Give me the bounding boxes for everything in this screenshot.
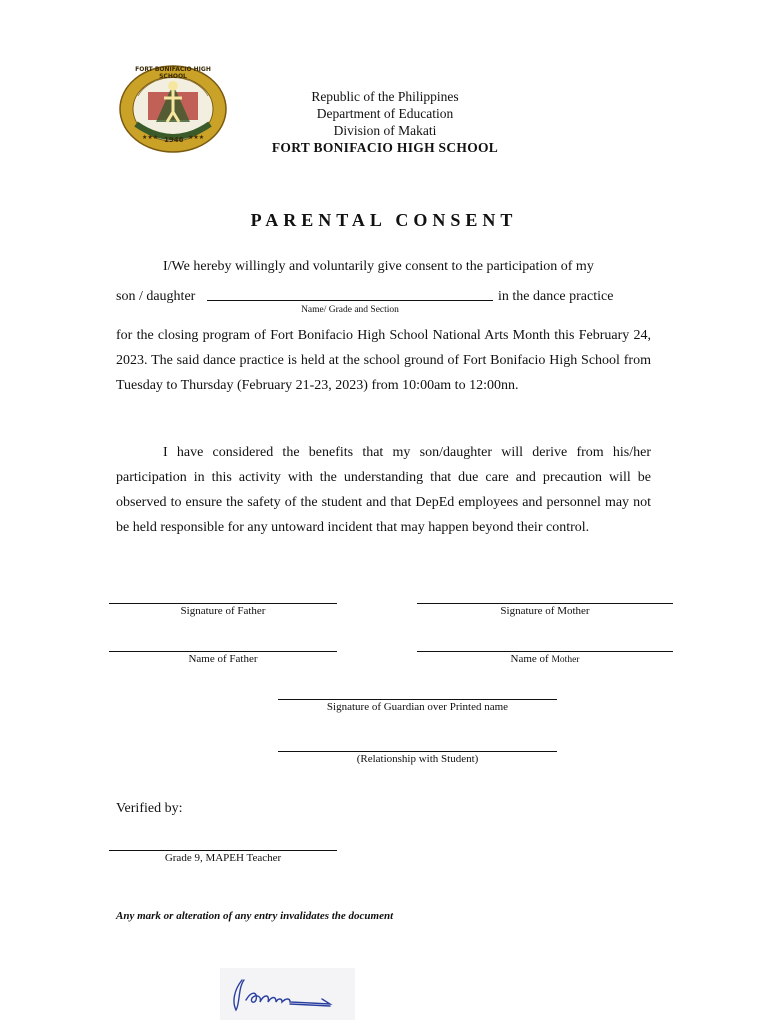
seal-ring-text: FORT BONIFACIO HIGH SCHOOL bbox=[135, 66, 211, 80]
mother-signature-line[interactable] bbox=[417, 603, 673, 604]
teacher-signature-line[interactable] bbox=[109, 850, 337, 851]
handwritten-signature bbox=[220, 968, 355, 1020]
para2-body bbox=[116, 440, 651, 540]
verified-by-label: Verified by: bbox=[116, 801, 183, 816]
para2-text: I have considered the benefits that my son/daughter will derive from his/her participation in this activity with the understanding that due care and precaution will be observed to ensure the safety of the student and that DepEd employees and personnel may not be held responsible for any untoward incident that may happen beyond their control. bbox=[116, 445, 651, 535]
relationship-line[interactable] bbox=[278, 751, 557, 752]
father-name-caption: Name of Father bbox=[188, 653, 258, 665]
teacher-caption: Grade 9, MAPEH Teacher bbox=[164, 852, 282, 864]
header-department: Department of Education bbox=[316, 106, 454, 121]
student-name-field[interactable] bbox=[207, 300, 493, 301]
father-signature-caption: Signature of Father bbox=[180, 605, 266, 617]
son-daughter-label: son / daughter bbox=[116, 289, 196, 304]
son-daughter-suffix: in the dance practice bbox=[498, 289, 614, 304]
father-signature-line[interactable] bbox=[109, 603, 337, 604]
seal-stars-right: ★★★ bbox=[188, 135, 205, 141]
relationship-caption: (Relationship with Student) bbox=[356, 753, 479, 765]
guardian-signature-line[interactable] bbox=[278, 699, 557, 700]
mother-signature-caption: Signature of Mother bbox=[500, 605, 590, 617]
guardian-signature-caption: Signature of Guardian over Printed name bbox=[326, 701, 509, 713]
mother-name-suffix: Mother bbox=[551, 655, 580, 665]
father-name-line[interactable] bbox=[109, 651, 337, 652]
school-seal-logo bbox=[118, 64, 228, 154]
mother-name-caption bbox=[417, 653, 673, 665]
mother-name-prefix: Name of bbox=[510, 653, 549, 665]
para1-body: for the closing program of Fort Bonifacio High School National Arts Month this February 24, 2023. The said dance practice is held at the school ground of Fort Bonifacio High School from Tuesday to Thursday (February 21-23, 2023) from 10:00am to 12:00nn. bbox=[116, 328, 651, 393]
seal-stars-left: ★★★ bbox=[142, 135, 159, 141]
mother-name-line[interactable] bbox=[417, 651, 673, 652]
document-title: PARENTAL CONSENT bbox=[250, 210, 518, 230]
seal-year: 1946 bbox=[164, 136, 184, 144]
para1-first-line: I/We hereby willingly and voluntarily give consent to the participation of my bbox=[163, 259, 594, 274]
name-grade-caption: Name/ Grade and Section bbox=[301, 305, 399, 315]
letterhead bbox=[250, 88, 520, 156]
header-division: Division of Makati bbox=[333, 123, 437, 138]
disclaimer-note: Any mark or alteration of any entry invalidates the document bbox=[116, 910, 394, 922]
header-school-name: FORT BONIFACIO HIGH SCHOOL bbox=[271, 140, 499, 155]
header-republic: Republic of the Philippines bbox=[311, 89, 459, 104]
